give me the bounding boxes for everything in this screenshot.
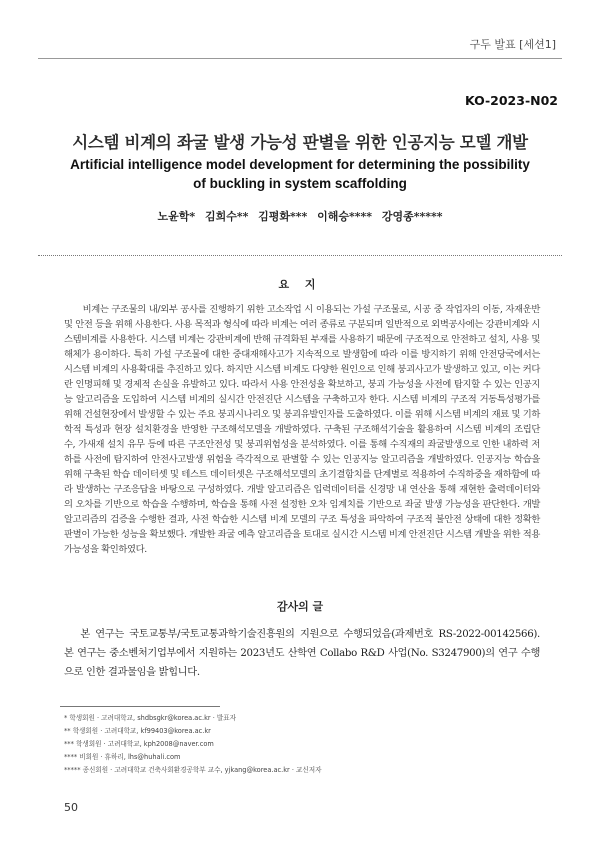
paper-title-korean: 시스템 비계의 좌굴 발생 가능성 판별을 위한 인공지능 모델 개발 <box>72 133 528 152</box>
paper-title-english: Artificial intelligence model development for determining the possibility of buckling in system scaffolding <box>70 157 530 191</box>
footnote-list <box>64 712 544 777</box>
acknowledgement-body: 본 연구는 국토교통부/국토교통과학기술진흥원의 지원으로 수행되었음(과제번호 RS-2022-00142566). 본 연구는 중소벤처기업부에서 지원하는 2023년도 산학연 Collabo R&D 사업(No. S3247900)의 연구 수행으로 인한 결과물임을 밝힙니다. <box>64 629 540 678</box>
acknowledgement-heading: 감사의 글 <box>276 600 324 613</box>
footnote-item: * 학생회원 · 고려대학교, shdbsgkr@korea.ac.kr · 발표자 <box>64 714 236 722</box>
footnote-item: ** 학생회원 · 고려대학교, kf99403@korea.ac.kr <box>64 727 211 735</box>
footnote-item: **** 비회원 · 휴하리, lhs@huhali.com <box>64 753 181 761</box>
header-divider <box>38 58 562 59</box>
footnote-item: ***** 종신회원 · 고려대학교 건축사회환경공학부 교수, yjkang@korea.ac.kr · 교신저자 <box>64 766 322 774</box>
abstract-body: 비계는 구조물의 내/외부 공사를 진행하기 위한 고소작업 시 이용되는 가설 구조물로, 시공 중 작업자의 이동, 자재운반 및 안전 등을 위해 사용한다. 사용 목적과 형식에 따라 비계는 여러 종류로 구분되며 일반적으로 외벽공사에는 강관비계와 시스템비계를 사용한다. 시스템 비계는 강관비계에 반해 규격화된 부재를 사용하기 때문에 구조적으로 안전하고 설치, 사용 및 해체가 용이하다. 특히 가설 구조물에 대한 중대재해사고가 지속적으로 발생함에 따라 이를 방지하기 위해 안전당국에서는 시스템 비계의 사용확대를 추진하고 있다. 하지만 시스템 비계도 다양한 원인으로 인해 붕괴사고가 발생하고 있고, 이는 커다란 인명피해 및 경제적 손실을 유발하고 있다. 따라서 사용 안전성을 확보하고, 붕괴 가능성을 사전에 탐지할 수 있는 인공지능 알고리즘을 도입하여 시스템 비계의 실시간 안전진단 시스템을 구축하고자 한다. 시스템 비계의 구조적 거동특성평가를 위해 건설현장에서 발생할 수 있는 주요 붕괴시나리오 및 붕괴유발인자를 도출하였다. 이를 위해 시스템 비계의 재료 및 기하학적 특성과 현장 설치환경을 반영한 구조해석모델을 개발하였다. 구축된 구조해석기술을 활용하여 시스템 비계의 조립단수, 가새재 설치 유무 등에 따른 구조안전성 및 붕괴위험성을 분석하였다. 이를 통해 수직재의 좌굴발생으로 인한 내하력 저하를 사전에 탐지하여 안전사고발생 위험을 즉각적으로 판별할 수 있는 인공지능 알고리즘을 개발하였다. 인공지능 학습을 위해 구축된 학습 데이터셋 및 테스트 데이터셋은 구조해석모델의 초기결함치를 단계별로 적용하여 수직하중을 재하함에 따라 발생하는 구조응답을 바탕으로 구성하였다. 개발 알고리즘은 입력데이터를 신경망 내 연산을 통해 재현한 출력데이터와의 오차를 기반으로 학습을 수행하며, 학습을 통해 사전 설정한 오차 임계치를 기반으로 좌굴 발생 가능성을 판단한다. 개발 알고리즘의 검증을 수행한 결과, 사전 학습한 시스템 비계 모델의 구조 특성을 파악하여 구조적 불안전 상태에 대한 정확한 판별이 가능한 성능을 확보했다. 개발한 좌굴 예측 알고리즘을 토대로 실시간 시스템 비계 안전진단 시스템 개발을 위한 적용가능성을 확인하였다. <box>64 304 540 555</box>
author-list: 노윤학* 김희수** 김평화*** 이해승**** 강영종***** <box>157 210 443 223</box>
session-label: 구두 발표 [세션1] <box>469 38 556 51</box>
page-number: 50 <box>64 801 78 814</box>
footnote-item: *** 학생회원 · 고려대학교, kph2008@naver.com <box>64 740 214 748</box>
paper-code: KO-2023-N02 <box>464 93 558 108</box>
title-divider <box>38 255 562 256</box>
abstract-heading: 요 지 <box>278 278 322 291</box>
footnote-divider <box>60 706 220 707</box>
